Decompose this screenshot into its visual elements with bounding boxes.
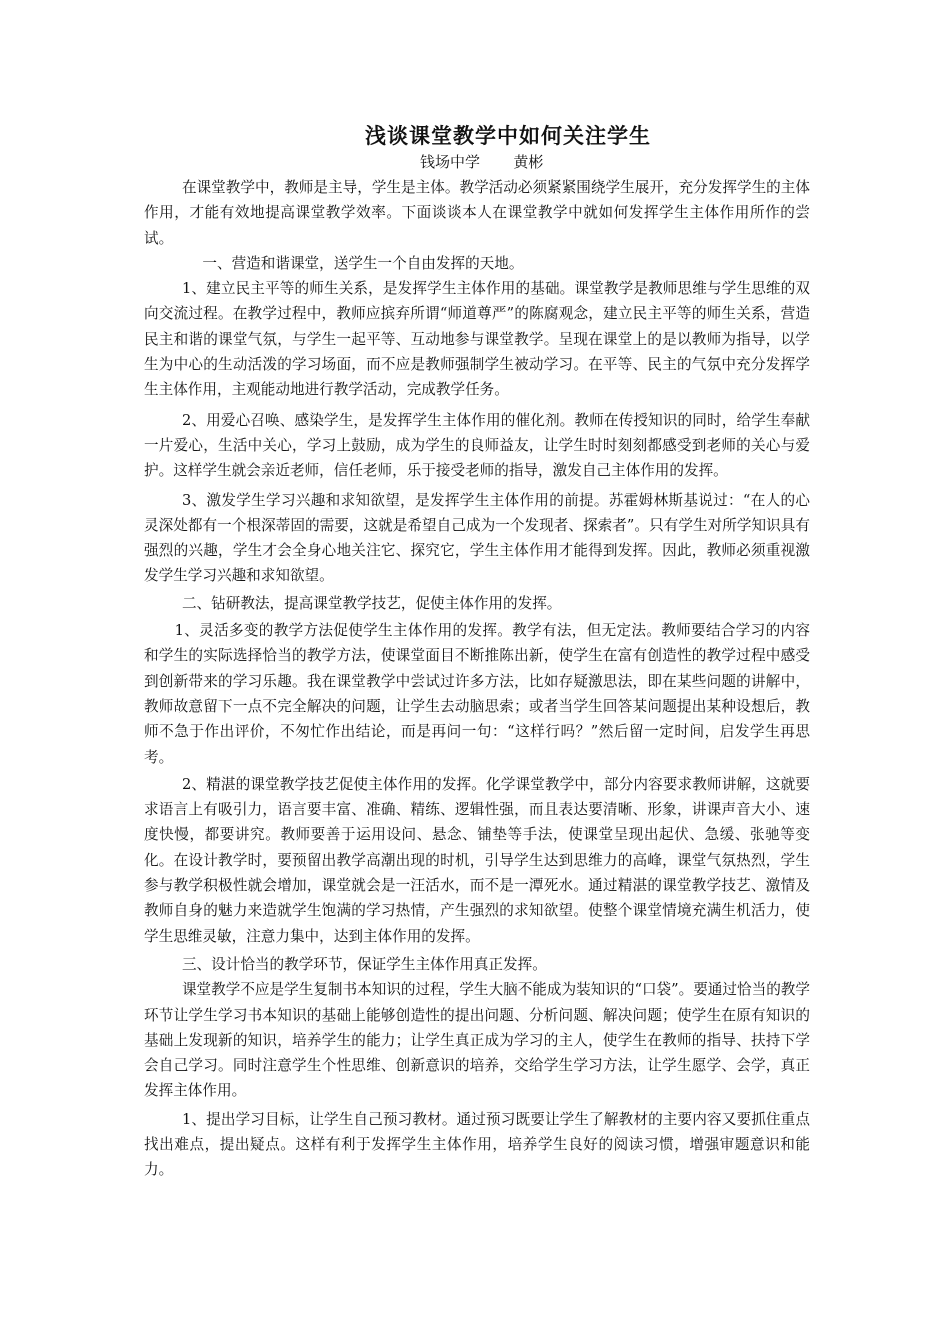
paragraph: 2、用爱心召唤、感染学生，是发挥学生主体作用的催化剂。教师在传授知识的同时，给学生奉献一片爱心，生活中关心，学习上鼓励，成为学生的良师益友，让学生时时刻刻都感受到老师的关心与爱护。这样学生就会亲近老师，信任老师，乐于接受老师的指导，激发自己主体作用的发挥。: [144, 411, 810, 480]
paragraph: 1、提出学习目标，让学生自己预习教材。通过预习既要让学生了解教材的主要内容又要抓住重点找出难点，提出疑点。这样有利于发挥学生主体作用，培养学生良好的阅读习惯，增强审题意识和能力。: [144, 1110, 810, 1179]
document-body: [144, 175, 810, 1183]
section-heading-2: 二、钻研教法，提高课堂教学技艺，促使主体作用的发挥。: [181, 594, 562, 612]
paragraph-intro: 在课堂教学中，教师是主导，学生是主体。教学活动必须紧紧围绕学生展开，充分发挥学生的主体作用，才能有效地提高课堂教学效率。下面谈谈本人在课堂教学中就如何发挥学生主体作用所作的尝试。: [144, 179, 810, 247]
paragraph: 课堂教学不应是学生复制书本知识的过程，学生大脑不能成为装知识的“口袋”。要通过恰当的教学环节让学生学习书本知识的基础上能够创造性的提出问题、分析问题、解决问题；使学生在原有知识的基础上发现新的知识，培养学生的能力；让学生真正成为学习的主人，使学生在教师的指导、扶持下学会自己学习。同时注意学生个性思维、创新意识的培养，交给学生学习方法，让学生愿学、会学，真正发挥主体作用。: [144, 981, 810, 1100]
document-title: 浅谈课堂教学中如何关注学生: [365, 124, 651, 148]
paragraph: 2、精湛的课堂教学技艺促使主体作用的发挥。化学课堂教学中，部分内容要求教师讲解，这就要求语言上有吸引力，语言要丰富、准确、精练、逻辑性强，而且表达要清晰、形象，讲课声音大小、速度快慢，都要讲究。教师要善于运用设问、悬念、铺垫等手法，使课堂呈现出起伏、急缓、张驰等变化。在设计教学时，要预留出教学高潮出现的时机，引导学生达到思维力的高峰，课堂气氛热烈，学生参与教学积极性就会增加，课堂就会是一汪活水，而不是一潭死水。通过精湛的课堂教学技艺、激情及教师自身的魅力来造就学生饱满的学习热情，产生强烈的求知欲望。使整个课堂情境充满生机活力，使学生思维灵敏，注意力集中，达到主体作用的发挥。: [144, 775, 810, 945]
paragraph: 3、激发学生学习兴趣和求知欲望，是发挥学生主体作用的前提。苏霍姆林斯基说过：“在人的心灵深处都有一个根深蒂固的需要，这就是希望自己成为一个发现者、探索者”。只有学生对所学知识具有强烈的兴趣，学生才会全身心地关注它、探究它，学生主体作用才能得到发挥。因此，教师必须重视激发学生学习兴趣和求知欲望。: [144, 491, 810, 585]
author-name: 黄彬: [513, 153, 544, 171]
paragraph: 1、建立民主平等的师生关系，是发挥学生主体作用的基础。课堂教学是教师思维与学生思维的双向交流过程。在教学过程中，教师应摈弃所谓“师道尊严”的陈腐观念，建立民主平等的师生关系，营造民主和谐的课堂气氛，与学生一起平等、互动地参与课堂教学。呈现在课堂上的是以教师为指导，以学生为中心的生动活泼的学习场面，而不应是教师强制学生被动学习。在平等、民主的气氛中充分发挥学生主体作用，主观能动地进行教学活动，完成教学任务。: [144, 280, 810, 399]
section-heading-3: 三、设计恰当的教学环节，保证学生主体作用真正发挥。: [181, 955, 547, 973]
paragraph: 1、灵活多变的教学方法促使学生主体作用的发挥。教学有法，但无定法。教师要结合学习的内容和学生的实际选择恰当的教学方法，使课堂面目不断推陈出新，使学生在富有创造性的教学过程中感受到创新带来的学习乐趣。我在课堂教学中尝试过许多方法，比如存疑激思法，即在某些问题的讲解中，教师故意留下一点不完全解决的问题，让学生去动脑思索；或者当学生回答某问题提出某种设想后，教师不急于作出评价，不匆忙作出结论，而是再问一句：“这样行吗？”然后留一定时间，启发学生再思考。: [144, 622, 810, 766]
school-name: 钱场中学: [420, 153, 481, 171]
byline: [420, 151, 543, 173]
section-heading-1: 一、营造和谐课堂，送学生一个自由发挥的天地。: [202, 254, 524, 272]
